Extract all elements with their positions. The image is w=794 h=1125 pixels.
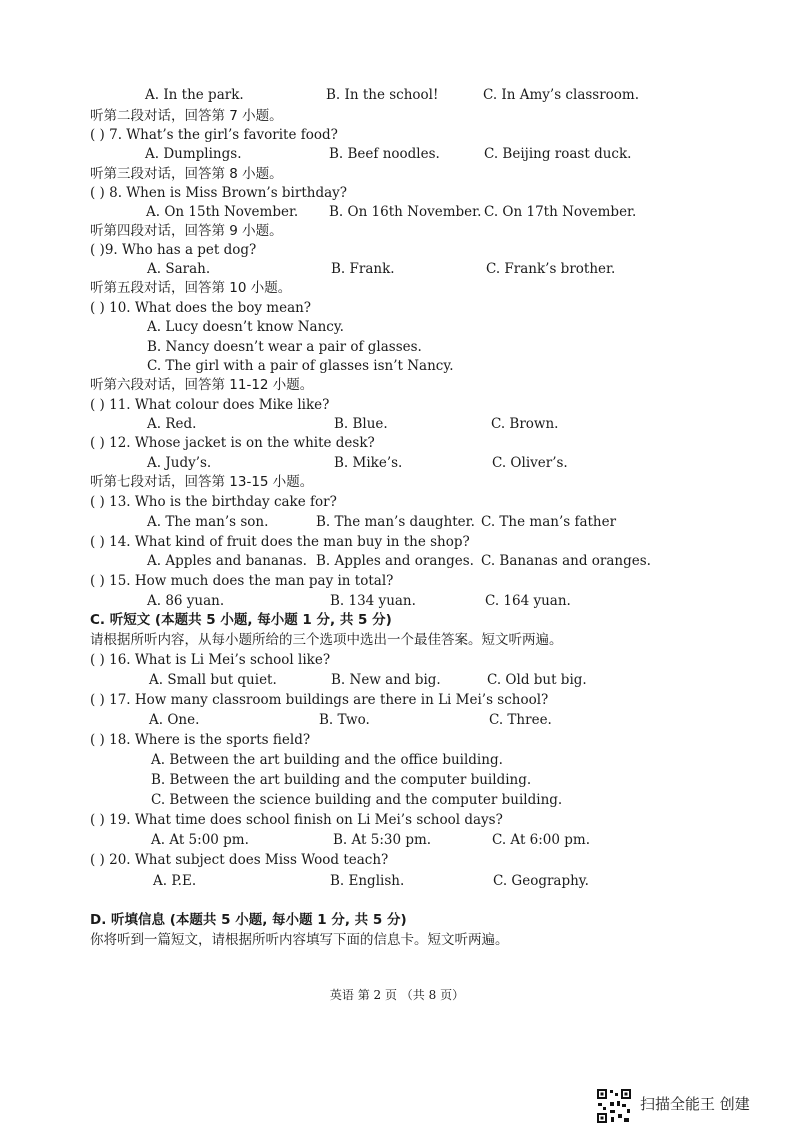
answer-option: A. 86 yuan. [147, 593, 225, 609]
instruction-text: 听第五段对话，回答第 10 小题。 [90, 280, 292, 296]
question-text: ( ) 12. Whose jacket is on the white desk? [90, 435, 375, 451]
scanner-watermark: 扫描全能王 创建 [640, 1095, 750, 1113]
question-text: ( ) 7. What’s the girl’s favorite food? [90, 127, 338, 143]
question-text: ( ) 13. Who is the birthday cake for? [90, 494, 337, 510]
answer-option: C. On 17th November. [484, 204, 637, 220]
instruction-text: 你将听到一篇短文，请根据所听内容填写下面的信息卡。短文听两遍。 [90, 932, 509, 948]
question-text: ( ) 20. What subject does Miss Wood teach? [90, 852, 389, 868]
qr-code-icon [596, 1088, 632, 1124]
question-text: ( ) 15. How much does the man pay in total? [90, 573, 394, 589]
answer-option: A. On 15th November. [146, 204, 299, 220]
instruction-text: 听第四段对话，回答第 9 小题。 [90, 223, 283, 239]
section-heading: C. 听短文 (本题共 5 小题, 每小题 1 分, 共 5 分) [90, 612, 392, 628]
question-text: ( ) 17. How many classroom buildings are there in Li Mei’s school? [90, 692, 549, 708]
answer-option: B. Apples and oranges. [316, 553, 474, 569]
answer-option: B. English. [330, 873, 405, 889]
answer-option: A. Dumplings. [145, 146, 242, 162]
answer-option: B. On 16th November. [329, 204, 482, 220]
answer-option: A. Sarah. [147, 261, 211, 277]
answer-option: B. New and big. [331, 672, 441, 688]
answer-option: A. Red. [147, 416, 197, 432]
answer-option: A. Small but quiet. [149, 672, 277, 688]
instruction-text: 听第六段对话，回答第 11-12 小题。 [90, 377, 314, 393]
answer-option: C. In Amy’s classroom. [483, 87, 640, 103]
answer-option: B. 134 yuan. [330, 593, 416, 609]
question-text: ( ) 19. What time does school finish on Li Mei’s school days? [90, 812, 503, 828]
answer-option: C. Frank’s brother. [486, 261, 616, 277]
answer-option: A. Apples and bananas. [147, 553, 307, 569]
instruction-text: 听第二段对话，回答第 7 小题。 [90, 108, 283, 124]
instruction-text: 听第七段对话，回答第 13-15 小题。 [90, 474, 314, 490]
question-text: A. Between the art building and the office building. [151, 752, 503, 768]
answer-option: C. Geography. [493, 873, 589, 889]
question-text: C. The girl with a pair of glasses isn’t Nancy. [147, 358, 454, 374]
question-text: ( ) 14. What kind of fruit does the man buy in the shop? [90, 534, 470, 550]
answer-option: A. Judy’s. [147, 455, 212, 471]
answer-option: B. At 5:30 pm. [333, 832, 432, 848]
answer-option: B. Mike’s. [334, 455, 403, 471]
answer-option: C. Three. [489, 712, 552, 728]
question-text: ( )9. Who has a pet dog? [90, 242, 257, 258]
answer-option: B. Blue. [334, 416, 388, 432]
instruction-text: 请根据所听内容，从每小题所给的三个选项中选出一个最佳答案。短文听两遍。 [90, 632, 563, 648]
answer-option: A. The man’s son. [147, 514, 269, 530]
answer-option: C. At 6:00 pm. [492, 832, 591, 848]
question-text: A. Lucy doesn’t know Nancy. [147, 319, 344, 335]
page-footer: 英语 第 2 页 （共 8 页） [329, 988, 465, 1002]
answer-option: C. Oliver’s. [492, 455, 568, 471]
question-text: ( ) 8. When is Miss Brown’s birthday? [90, 185, 348, 201]
answer-option: B. The man’s daughter. [316, 514, 475, 530]
answer-option: C. The man’s father [481, 514, 617, 530]
answer-option: B. Beef noodles. [329, 146, 440, 162]
answer-option: C. Brown. [491, 416, 559, 432]
answer-option: A. In the park. [145, 87, 244, 103]
answer-option: C. 164 yuan. [485, 593, 571, 609]
answer-option: A. At 5:00 pm. [151, 832, 249, 848]
answer-option: B. Two. [319, 712, 370, 728]
answer-option: B. Frank. [331, 261, 395, 277]
answer-option: B. In the school! [326, 87, 439, 103]
question-text: B. Between the art building and the computer building. [151, 772, 532, 788]
answer-option: C. Old but big. [487, 672, 587, 688]
section-heading: D. 听填信息 (本题共 5 小题, 每小题 1 分, 共 5 分) [90, 912, 407, 928]
question-text: B. Nancy doesn’t wear a pair of glasses. [147, 339, 422, 355]
question-text: ( ) 16. What is Li Mei’s school like? [90, 652, 331, 668]
question-text: C. Between the science building and the computer building. [151, 792, 563, 808]
question-text: ( ) 11. What colour does Mike like? [90, 397, 330, 413]
answer-option: C. Beijing roast duck. [484, 146, 632, 162]
question-text: ( ) 18. Where is the sports field? [90, 732, 311, 748]
answer-option: A. One. [149, 712, 200, 728]
answer-option: A. P.E. [153, 873, 197, 889]
answer-option: C. Bananas and oranges. [481, 553, 651, 569]
question-text: ( ) 10. What does the boy mean? [90, 300, 312, 316]
instruction-text: 听第三段对话，回答第 8 小题。 [90, 166, 283, 182]
